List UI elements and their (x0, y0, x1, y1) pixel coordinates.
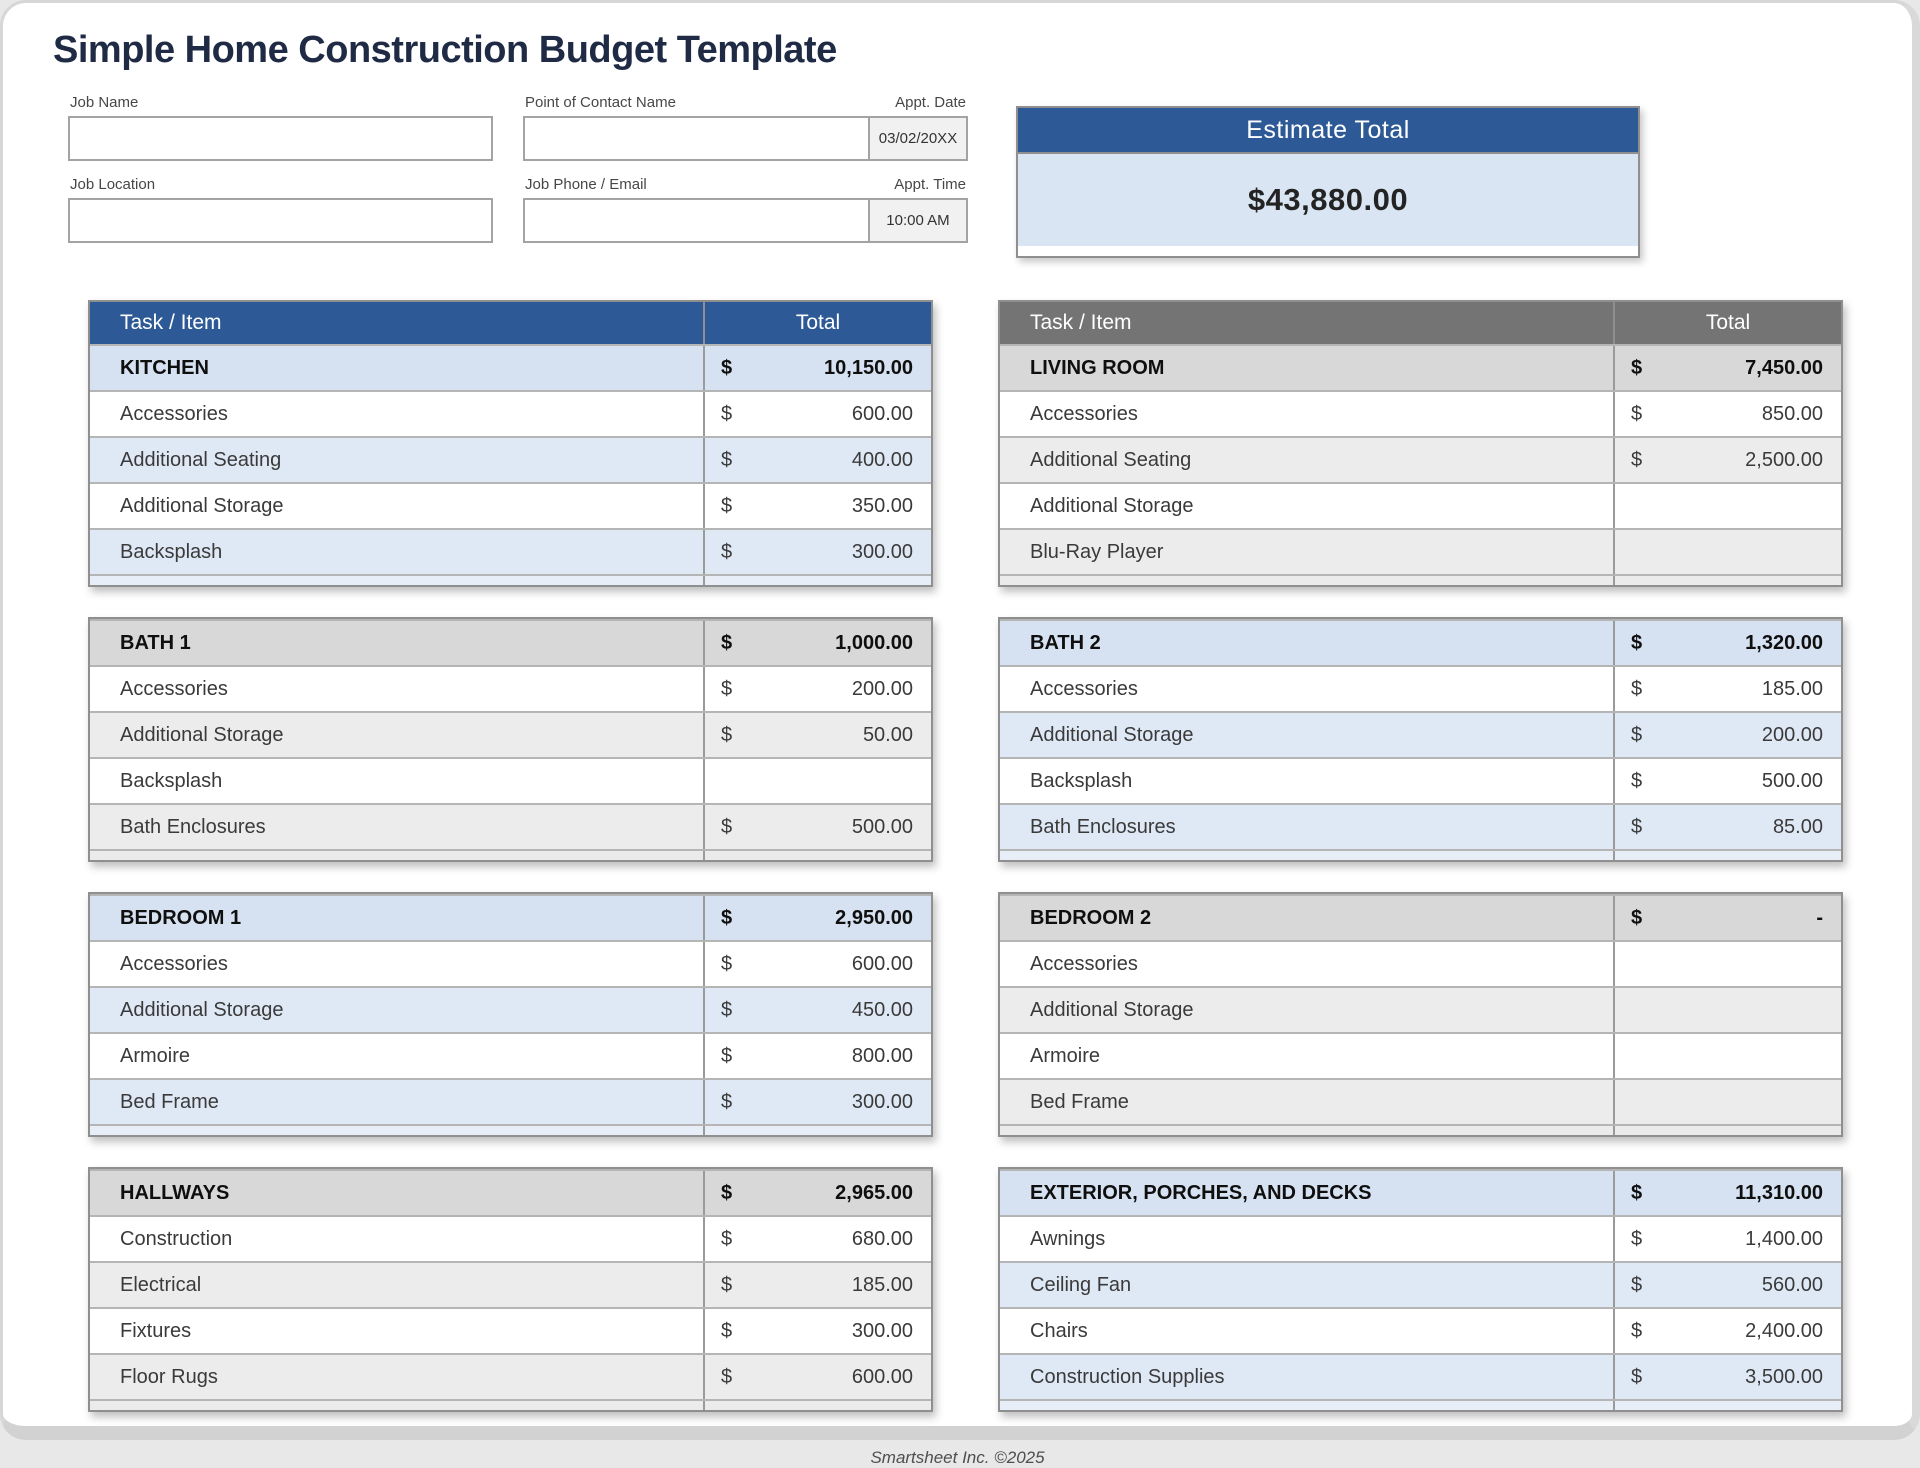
partial-task-cell (90, 576, 703, 585)
budget-table-living-room (998, 300, 1843, 587)
item-row-bedroom-1-3-label: Bed Frame (120, 1090, 219, 1113)
section-row-exterior-porches-decks (1000, 1169, 1841, 1215)
section-row-living-room-label: LIVING ROOM (1030, 356, 1165, 379)
partial-task-cell (90, 851, 703, 860)
item-row-living-room-3-label: Blu-Ray Player (1030, 540, 1164, 563)
item-row-bath-2-2-total-cell (1613, 759, 1841, 803)
section-row-bedroom-1-currency: $ (721, 906, 733, 929)
item-row-exterior-porches-decks-1-currency: $ (1631, 1273, 1643, 1296)
section-row-kitchen-amount: 10,150.00 (824, 356, 913, 379)
section-row-exterior-porches-decks-total-cell (1613, 1171, 1841, 1215)
column-header-task-item: Task / Item (1030, 311, 1132, 334)
item-row-living-room-0 (1000, 390, 1841, 436)
partial-task-cell (90, 1401, 703, 1410)
item-row-bedroom-2-0-total-cell (1613, 942, 1841, 986)
job-name-input[interactable] (68, 116, 493, 161)
section-row-hallways (90, 1169, 931, 1215)
item-row-living-room-0-currency: $ (1631, 402, 1643, 425)
section-row-bath-1-total-cell (703, 621, 931, 665)
item-row-bath-1-0 (90, 665, 931, 711)
partial-total-cell (1613, 851, 1841, 860)
item-row-kitchen-2-currency: $ (721, 494, 733, 517)
item-row-exterior-porches-decks-3-label: Construction Supplies (1030, 1365, 1225, 1388)
estimate-total-box (1016, 106, 1640, 258)
partial-task-cell (1000, 851, 1613, 860)
item-row-kitchen-3-total-cell (703, 530, 931, 574)
item-row-bedroom-1-2-currency: $ (721, 1044, 733, 1067)
item-row-exterior-porches-decks-1 (1000, 1261, 1841, 1307)
section-row-bedroom-2 (1000, 894, 1841, 940)
item-row-kitchen-1-amount: 400.00 (851, 448, 913, 471)
item-row-bath-2-3-label: Bath Enclosures (1030, 815, 1176, 838)
item-row-bedroom-1-2 (90, 1032, 931, 1078)
item-row-bath-1-2 (90, 757, 931, 803)
job-name-label: Job Name (70, 94, 139, 111)
budget-table-bath-1 (88, 617, 933, 862)
section-row-bath-2-currency: $ (1631, 631, 1643, 654)
item-row-bath-2-2 (1000, 757, 1841, 803)
item-row-bedroom-2-1 (1000, 986, 1841, 1032)
item-row-bath-1-3-label: Bath Enclosures (120, 815, 266, 838)
item-row-living-room-2 (1000, 482, 1841, 528)
item-row-bath-1-2-label: Backsplash (120, 769, 223, 792)
partial-total-cell (703, 1126, 931, 1135)
item-row-hallways-2-total-cell (703, 1309, 931, 1353)
item-row-bedroom-2-1-label: Additional Storage (1030, 998, 1194, 1021)
section-row-living-room-amount: 7,450.00 (1745, 356, 1823, 379)
item-row-kitchen-3-amount: 300.00 (851, 540, 913, 563)
phone-email-label: Job Phone / Email (525, 176, 647, 193)
section-row-exterior-porches-decks-amount: 11,310.00 (1735, 1181, 1823, 1204)
item-row-bath-1-0-amount: 200.00 (851, 677, 913, 700)
item-row-living-room-1-currency: $ (1631, 448, 1643, 471)
item-row-exterior-porches-decks-3-amount: 3,500.00 (1745, 1365, 1823, 1388)
budget-table-kitchen (88, 300, 933, 587)
contact-appt-date-group (523, 94, 968, 161)
item-row-exterior-porches-decks-2-amount: 2,400.00 (1745, 1319, 1823, 1342)
item-row-exterior-porches-decks-2 (1000, 1307, 1841, 1353)
item-row-bath-1-0-currency: $ (721, 677, 733, 700)
item-row-living-room-1 (1000, 436, 1841, 482)
item-row-bath-2-1-total-cell (1613, 713, 1841, 757)
section-row-bedroom-2-amount: - (1816, 906, 1823, 929)
item-row-hallways-2-currency: $ (721, 1319, 733, 1342)
section-row-bedroom-2-total-cell (1613, 896, 1841, 940)
item-row-kitchen-1 (90, 436, 931, 482)
phone-appt-time-group (523, 176, 968, 243)
item-row-hallways-0 (90, 1215, 931, 1261)
section-row-bath-2-amount: 1,320.00 (1745, 631, 1823, 654)
partial-task-cell (1000, 576, 1613, 585)
column-header-row-living-room (1000, 302, 1841, 344)
item-row-exterior-porches-decks-2-currency: $ (1631, 1319, 1643, 1342)
item-row-hallways-0-currency: $ (721, 1227, 733, 1250)
job-name-field-group (68, 94, 493, 161)
item-row-bath-2-2-amount: 500.00 (1761, 769, 1823, 792)
item-row-hallways-0-amount: 680.00 (851, 1227, 913, 1250)
item-row-living-room-0-total-cell (1613, 392, 1841, 436)
item-row-bath-2-1 (1000, 711, 1841, 757)
partial-row-bath-1 (90, 849, 931, 860)
item-row-living-room-2-total-cell (1613, 484, 1841, 528)
item-row-bedroom-2-3-total-cell (1613, 1080, 1841, 1124)
form-column-left (68, 94, 493, 258)
item-row-hallways-1-total-cell (703, 1263, 931, 1307)
item-row-bath-2-3 (1000, 803, 1841, 849)
item-row-living-room-3-total-cell (1613, 530, 1841, 574)
budget-table-hallways (88, 1167, 933, 1412)
section-row-bedroom-1 (90, 894, 931, 940)
item-row-hallways-3 (90, 1353, 931, 1399)
section-row-bath-1-currency: $ (721, 631, 733, 654)
item-row-bath-1-1-amount: 50.00 (862, 723, 913, 746)
item-row-bedroom-1-1-currency: $ (721, 998, 733, 1021)
item-row-hallways-1-amount: 185.00 (851, 1273, 913, 1296)
item-row-living-room-2-label: Additional Storage (1030, 494, 1194, 517)
item-row-hallways-3-label: Floor Rugs (120, 1365, 218, 1388)
section-row-bath-2 (1000, 619, 1841, 665)
item-row-bath-2-0 (1000, 665, 1841, 711)
item-row-bedroom-1-3-currency: $ (721, 1090, 733, 1113)
item-row-bedroom-2-3 (1000, 1078, 1841, 1124)
item-row-bedroom-1-1-total-cell (703, 988, 931, 1032)
partial-task-cell (1000, 1126, 1613, 1135)
item-row-exterior-porches-decks-0-total-cell (1613, 1217, 1841, 1261)
item-row-bedroom-1-0-label: Accessories (120, 952, 228, 975)
section-row-bath-1-label: BATH 1 (120, 631, 191, 654)
item-row-bedroom-2-3-label: Bed Frame (1030, 1090, 1129, 1113)
item-row-bedroom-2-2-label: Armoire (1030, 1044, 1101, 1067)
job-info-form (68, 94, 968, 258)
top-row (68, 94, 1912, 258)
section-row-bedroom-2-label: BEDROOM 2 (1030, 906, 1152, 929)
item-row-bath-1-1 (90, 711, 931, 757)
partial-total-cell (1613, 1126, 1841, 1135)
item-row-exterior-porches-decks-1-label: Ceiling Fan (1030, 1273, 1132, 1296)
item-row-bath-2-1-amount: 200.00 (1761, 723, 1823, 746)
item-row-bath-2-0-amount: 185.00 (1761, 677, 1823, 700)
item-row-bedroom-1-2-total-cell (703, 1034, 931, 1078)
section-row-hallways-label: HALLWAYS (120, 1181, 230, 1204)
estimate-total-header: Estimate Total (1018, 108, 1638, 154)
item-row-bath-2-3-total-cell (1613, 805, 1841, 849)
item-row-kitchen-3 (90, 528, 931, 574)
appt-date-value[interactable]: 03/02/20XX (868, 116, 968, 161)
item-row-kitchen-1-total-cell (703, 438, 931, 482)
item-row-bedroom-1-1 (90, 986, 931, 1032)
item-row-hallways-1 (90, 1261, 931, 1307)
item-row-bedroom-1-2-label: Armoire (120, 1044, 191, 1067)
item-row-kitchen-3-label: Backsplash (120, 540, 223, 563)
column-header-task-item: Task / Item (120, 311, 222, 334)
contact-name-input[interactable] (523, 116, 868, 161)
appt-date-label: Appt. Date (895, 94, 966, 111)
item-row-bath-2-3-currency: $ (1631, 815, 1643, 838)
item-row-hallways-0-label: Construction (120, 1227, 233, 1250)
item-row-hallways-0-total-cell (703, 1217, 931, 1261)
item-row-bedroom-1-0 (90, 940, 931, 986)
item-row-hallways-2-label: Fixtures (120, 1319, 192, 1342)
column-header-total: Total (1613, 302, 1841, 344)
contact-name-label: Point of Contact Name (525, 94, 676, 111)
item-row-hallways-3-currency: $ (721, 1365, 733, 1388)
item-row-bath-1-0-total-cell (703, 667, 931, 711)
item-row-living-room-0-amount: 850.00 (1761, 402, 1823, 425)
item-row-bedroom-1-3-total-cell (703, 1080, 931, 1124)
column-header-row-kitchen (90, 302, 931, 344)
item-row-exterior-porches-decks-3-total-cell (1613, 1355, 1841, 1399)
item-row-bath-2-1-label: Additional Storage (1030, 723, 1194, 746)
item-row-kitchen-1-currency: $ (721, 448, 733, 471)
item-row-bath-1-3-amount: 500.00 (851, 815, 913, 838)
section-row-kitchen-label: KITCHEN (120, 356, 209, 379)
item-row-bath-2-2-currency: $ (1631, 769, 1643, 792)
item-row-kitchen-0-amount: 600.00 (851, 402, 913, 425)
partial-total-cell (703, 1401, 931, 1410)
item-row-exterior-porches-decks-1-total-cell (1613, 1263, 1841, 1307)
item-row-kitchen-2 (90, 482, 931, 528)
item-row-hallways-2-amount: 300.00 (851, 1319, 913, 1342)
item-row-bath-1-3 (90, 803, 931, 849)
footer-copyright: Smartsheet Inc. ©2025 (870, 1448, 1045, 1467)
section-row-hallways-total-cell (703, 1171, 931, 1215)
item-row-exterior-porches-decks-0-label: Awnings (1030, 1227, 1106, 1250)
section-row-hallways-currency: $ (721, 1181, 733, 1204)
item-row-bedroom-1-0-amount: 600.00 (851, 952, 913, 975)
item-row-bedroom-2-2-total-cell (1613, 1034, 1841, 1078)
item-row-kitchen-0-label: Accessories (120, 402, 228, 425)
section-row-living-room-currency: $ (1631, 356, 1643, 379)
section-row-bath-1-amount: 1,000.00 (835, 631, 913, 654)
item-row-kitchen-0 (90, 390, 931, 436)
partial-task-cell (90, 1126, 703, 1135)
budget-table-exterior-porches-decks (998, 1167, 1843, 1412)
page-title: Simple Home Construction Budget Template (53, 29, 837, 71)
item-row-kitchen-0-currency: $ (721, 402, 733, 425)
partial-total-cell (1613, 576, 1841, 585)
item-row-kitchen-2-amount: 350.00 (851, 494, 913, 517)
section-row-bedroom-1-label: BEDROOM 1 (120, 906, 242, 929)
section-row-bath-2-total-cell (1613, 621, 1841, 665)
item-row-kitchen-1-label: Additional Seating (120, 448, 282, 471)
partial-total-cell (703, 576, 931, 585)
item-row-kitchen-2-label: Additional Storage (120, 494, 284, 517)
item-row-bath-1-1-total-cell (703, 713, 931, 757)
section-row-bedroom-1-total-cell (703, 896, 931, 940)
item-row-exterior-porches-decks-2-label: Chairs (1030, 1319, 1088, 1342)
form-column-right (523, 94, 968, 258)
partial-row-bedroom-2 (1000, 1124, 1841, 1135)
partial-task-cell (1000, 1401, 1613, 1410)
item-row-bath-2-0-label: Accessories (1030, 677, 1138, 700)
section-row-bedroom-1-amount: 2,950.00 (835, 906, 913, 929)
item-row-living-room-1-amount: 2,500.00 (1745, 448, 1823, 471)
budget-table-bedroom-2 (998, 892, 1843, 1137)
budget-table-bedroom-1 (88, 892, 933, 1137)
item-row-bedroom-1-1-label: Additional Storage (120, 998, 284, 1021)
item-row-bedroom-2-0-label: Accessories (1030, 952, 1138, 975)
section-row-living-room-total-cell (1613, 346, 1841, 390)
partial-row-bath-2 (1000, 849, 1841, 860)
appt-time-value[interactable]: 10:00 AM (868, 198, 968, 243)
column-header-total: Total (703, 302, 931, 344)
section-row-kitchen (90, 344, 931, 390)
item-row-living-room-1-label: Additional Seating (1030, 448, 1192, 471)
section-row-bedroom-2-currency: $ (1631, 906, 1643, 929)
item-row-exterior-porches-decks-3-currency: $ (1631, 1365, 1643, 1388)
job-location-label: Job Location (70, 176, 156, 193)
item-row-bedroom-2-0 (1000, 940, 1841, 986)
budget-table-bath-2 (998, 617, 1843, 862)
item-row-bath-2-0-currency: $ (1631, 677, 1643, 700)
item-row-living-room-0-label: Accessories (1030, 402, 1138, 425)
item-row-exterior-porches-decks-3 (1000, 1353, 1841, 1399)
section-row-hallways-amount: 2,965.00 (835, 1181, 913, 1204)
item-row-exterior-porches-decks-2-total-cell (1613, 1309, 1841, 1353)
item-row-bath-1-0-label: Accessories (120, 677, 228, 700)
partial-row-kitchen (90, 574, 931, 585)
section-row-kitchen-total-cell (703, 346, 931, 390)
section-row-living-room (1000, 344, 1841, 390)
estimate-total-value: $43,880.00 (1018, 154, 1638, 246)
tables-column-left (88, 300, 933, 1442)
item-row-bedroom-2-2 (1000, 1032, 1841, 1078)
budget-tables-grid (88, 300, 1912, 1442)
item-row-hallways-2 (90, 1307, 931, 1353)
section-row-exterior-porches-decks-currency: $ (1631, 1181, 1643, 1204)
tables-column-right (998, 300, 1843, 1442)
item-row-hallways-1-currency: $ (721, 1273, 733, 1296)
item-row-kitchen-0-total-cell (703, 392, 931, 436)
job-location-input[interactable] (68, 198, 493, 243)
section-row-bath-2-label: BATH 2 (1030, 631, 1101, 654)
item-row-bath-2-1-currency: $ (1631, 723, 1643, 746)
appt-time-label: Appt. Time (894, 176, 966, 193)
item-row-bedroom-1-1-amount: 450.00 (851, 998, 913, 1021)
item-row-bath-1-1-currency: $ (721, 723, 733, 746)
item-row-bath-1-3-total-cell (703, 805, 931, 849)
item-row-bedroom-1-0-currency: $ (721, 952, 733, 975)
item-row-exterior-porches-decks-0 (1000, 1215, 1841, 1261)
partial-total-cell (703, 851, 931, 860)
item-row-bedroom-2-1-total-cell (1613, 988, 1841, 1032)
item-row-exterior-porches-decks-1-amount: 560.00 (1761, 1273, 1823, 1296)
item-row-hallways-1-label: Electrical (120, 1273, 202, 1296)
item-row-bath-1-3-currency: $ (721, 815, 733, 838)
item-row-kitchen-3-currency: $ (721, 540, 733, 563)
item-row-bedroom-1-3-amount: 300.00 (851, 1090, 913, 1113)
item-row-kitchen-2-total-cell (703, 484, 931, 528)
item-row-bath-2-2-label: Backsplash (1030, 769, 1133, 792)
item-row-hallways-3-total-cell (703, 1355, 931, 1399)
item-row-bedroom-1-0-total-cell (703, 942, 931, 986)
item-row-exterior-porches-decks-0-amount: 1,400.00 (1745, 1227, 1823, 1250)
item-row-bedroom-1-3 (90, 1078, 931, 1124)
item-row-hallways-3-amount: 600.00 (851, 1365, 913, 1388)
phone-email-input[interactable] (523, 198, 868, 243)
partial-total-cell (1613, 1401, 1841, 1410)
partial-row-hallways (90, 1399, 931, 1410)
section-row-kitchen-currency: $ (721, 356, 733, 379)
partial-row-exterior-porches-decks (1000, 1399, 1841, 1410)
item-row-bath-2-3-amount: 85.00 (1772, 815, 1823, 838)
section-row-exterior-porches-decks-label: EXTERIOR, PORCHES, AND DECKS (1030, 1181, 1372, 1204)
item-row-bath-2-0-total-cell (1613, 667, 1841, 711)
item-row-exterior-porches-decks-0-currency: $ (1631, 1227, 1643, 1250)
section-row-bath-1 (90, 619, 931, 665)
item-row-living-room-1-total-cell (1613, 438, 1841, 482)
item-row-bath-1-2-total-cell (703, 759, 931, 803)
job-location-field-group (68, 176, 493, 243)
partial-row-living-room (1000, 574, 1841, 585)
item-row-bedroom-1-2-amount: 800.00 (851, 1044, 913, 1067)
item-row-bath-1-1-label: Additional Storage (120, 723, 284, 746)
partial-row-bedroom-1 (90, 1124, 931, 1135)
item-row-living-room-3 (1000, 528, 1841, 574)
